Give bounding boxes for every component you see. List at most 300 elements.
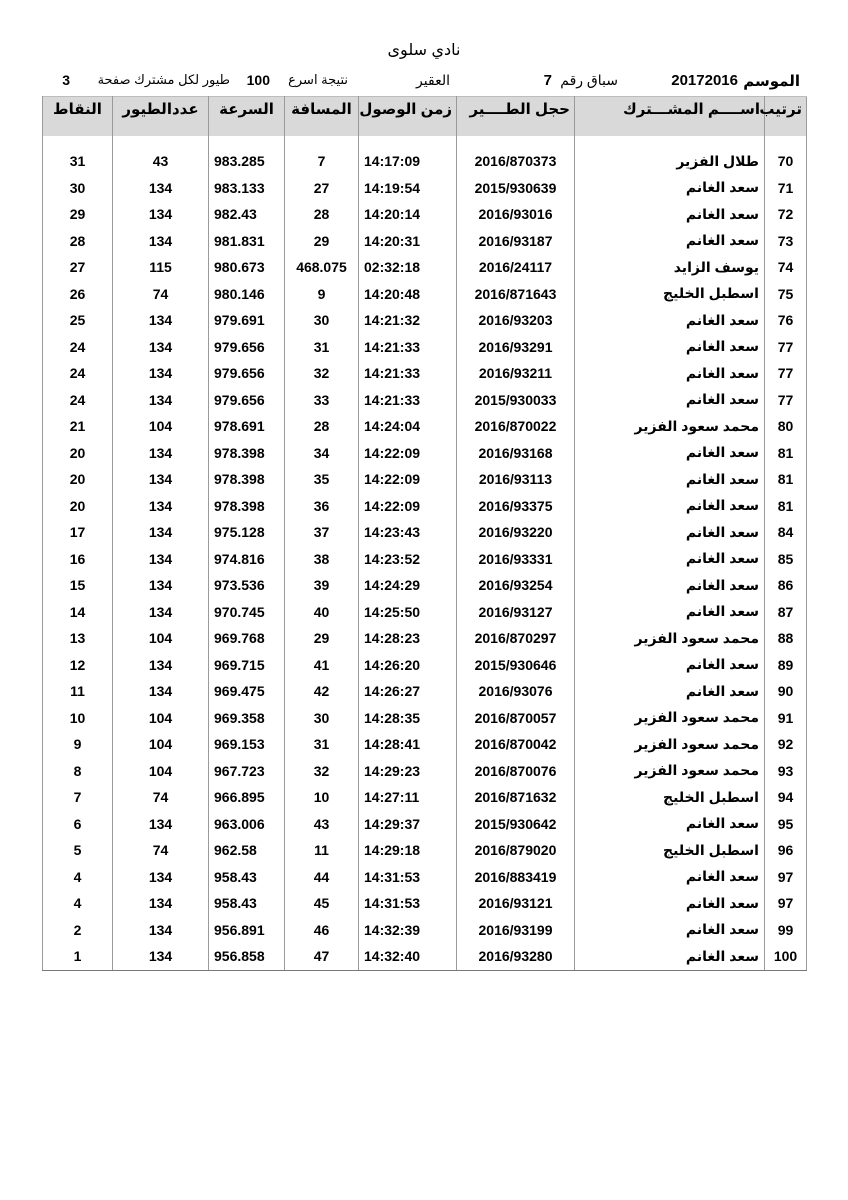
speed-cell: 978.691 (209, 413, 285, 440)
speed-cell: 969.358 (209, 705, 285, 732)
table-row (43, 360, 807, 387)
arrival-time-cell: 14:23:43 (359, 519, 457, 546)
speed-cell: 980.146 (209, 281, 285, 308)
table-row (43, 943, 807, 970)
ring-number-cell: 2016/870373 (457, 148, 575, 175)
table-row (43, 837, 807, 864)
ring-number-cell: 2016/93375 (457, 493, 575, 520)
arrival-time-cell: 14:17:09 (359, 148, 457, 175)
member-name-cell: سعد الغانم (575, 228, 765, 255)
speed-cell: 982.43 (209, 201, 285, 228)
bird-count-cell: 134 (113, 890, 209, 917)
speed-cell: 979.691 (209, 307, 285, 334)
table-row (43, 864, 807, 891)
points-cell: 26 (43, 281, 113, 308)
bird-count-cell: 134 (113, 599, 209, 626)
table-row (43, 334, 807, 361)
speed-cell: 979.656 (209, 387, 285, 414)
arrival-time-cell: 14:26:27 (359, 678, 457, 705)
rank-cell: 95 (765, 811, 807, 838)
column-header-time: زمن الوصول (359, 97, 457, 137)
member-name-cell: سعد الغانم (575, 493, 765, 520)
arrival-time-cell: 14:29:18 (359, 837, 457, 864)
page-number: 3 (62, 72, 70, 88)
arrival-time-cell: 14:22:09 (359, 440, 457, 467)
points-cell: 8 (43, 758, 113, 785)
points-cell: 6 (43, 811, 113, 838)
table-row (43, 652, 807, 679)
ring-number-cell: 2016/870057 (457, 705, 575, 732)
rank-cell: 90 (765, 678, 807, 705)
ring-number-cell: 2016/93211 (457, 360, 575, 387)
ring-number-cell: 2016/870297 (457, 625, 575, 652)
bird-count-cell: 134 (113, 440, 209, 467)
ring-number-cell: 2016/93127 (457, 599, 575, 626)
points-cell: 14 (43, 599, 113, 626)
column-header-birds: عددالطيور (113, 97, 209, 137)
rank-cell: 76 (765, 307, 807, 334)
ring-number-cell: 2016/93331 (457, 546, 575, 573)
rank-cell: 74 (765, 254, 807, 281)
table-row (43, 387, 807, 414)
ring-number-cell: 2016/93076 (457, 678, 575, 705)
points-cell: 31 (43, 148, 113, 175)
table-row (43, 201, 807, 228)
points-cell: 16 (43, 546, 113, 573)
member-name-cell: محمد سعود الفزير (575, 413, 765, 440)
speed-cell: 979.656 (209, 334, 285, 361)
speed-cell: 958.43 (209, 864, 285, 891)
arrival-time-cell: 14:22:09 (359, 466, 457, 493)
member-name-cell: سعد الغانم (575, 201, 765, 228)
arrival-time-cell: 14:29:23 (359, 758, 457, 785)
member-name-cell: سعد الغانم (575, 943, 765, 970)
points-cell: 29 (43, 201, 113, 228)
race-number-label: سباق رقم (560, 72, 618, 88)
member-name-cell: سعد الغانم (575, 334, 765, 361)
points-cell: 17 (43, 519, 113, 546)
birds-per-member-label: طيور لكل مشترك صفحة (97, 72, 230, 87)
rank-cell: 73 (765, 228, 807, 255)
speed-cell: 981.831 (209, 228, 285, 255)
ring-number-cell: 2016/870022 (457, 413, 575, 440)
points-cell: 7 (43, 784, 113, 811)
bird-count-cell: 134 (113, 546, 209, 573)
race-info-bar (40, 72, 808, 92)
arrival-time-cell: 14:19:54 (359, 175, 457, 202)
distance-cell: 41 (285, 652, 359, 679)
arrival-time-cell: 14:27:11 (359, 784, 457, 811)
speed-cell: 956.891 (209, 917, 285, 944)
speed-cell: 973.536 (209, 572, 285, 599)
ring-number-cell: 2016/879020 (457, 837, 575, 864)
distance-cell: 40 (285, 599, 359, 626)
member-name-cell: سعد الغانم (575, 572, 765, 599)
speed-cell: 958.43 (209, 890, 285, 917)
arrival-time-cell: 14:31:53 (359, 864, 457, 891)
table-row (43, 625, 807, 652)
arrival-time-cell: 14:20:14 (359, 201, 457, 228)
points-cell: 4 (43, 864, 113, 891)
rank-cell: 97 (765, 864, 807, 891)
ring-number-cell: 2016/870076 (457, 758, 575, 785)
table-row (43, 784, 807, 811)
member-name-cell: سعد الغانم (575, 678, 765, 705)
speed-cell: 963.006 (209, 811, 285, 838)
table-row (43, 731, 807, 758)
bird-count-cell: 43 (113, 148, 209, 175)
rank-cell: 93 (765, 758, 807, 785)
ring-number-cell: 2016/870042 (457, 731, 575, 758)
points-cell: 27 (43, 254, 113, 281)
rank-cell: 91 (765, 705, 807, 732)
bird-count-cell: 134 (113, 917, 209, 944)
distance-cell: 43 (285, 811, 359, 838)
points-cell: 28 (43, 228, 113, 255)
table-row (43, 307, 807, 334)
distance-cell: 29 (285, 228, 359, 255)
bird-count-cell: 104 (113, 625, 209, 652)
ring-number-cell: 2016/883419 (457, 864, 575, 891)
arrival-time-cell: 14:24:04 (359, 413, 457, 440)
rank-cell: 80 (765, 413, 807, 440)
bird-count-cell: 134 (113, 387, 209, 414)
speed-cell: 969.768 (209, 625, 285, 652)
rank-cell: 72 (765, 201, 807, 228)
speed-cell: 980.673 (209, 254, 285, 281)
arrival-time-cell: 02:32:18 (359, 254, 457, 281)
member-name-cell: محمد سعود الفزير (575, 731, 765, 758)
ring-number-cell: 2015/930639 (457, 175, 575, 202)
season-label: الموسم (743, 73, 800, 90)
table-row (43, 466, 807, 493)
speed-cell: 956.858 (209, 943, 285, 970)
member-name-cell: سعد الغانم (575, 599, 765, 626)
member-name-cell: يوسف الزايد (575, 254, 765, 281)
member-name-cell: محمد سعود الفزير (575, 625, 765, 652)
table-row (43, 546, 807, 573)
ring-number-cell: 2015/930642 (457, 811, 575, 838)
ring-number-cell: 2015/930646 (457, 652, 575, 679)
points-cell: 20 (43, 493, 113, 520)
bird-count-cell: 74 (113, 281, 209, 308)
rank-cell: 88 (765, 625, 807, 652)
distance-cell: 39 (285, 572, 359, 599)
distance-cell: 32 (285, 360, 359, 387)
ring-number-cell: 2016/93280 (457, 943, 575, 970)
speed-cell: 967.723 (209, 758, 285, 785)
distance-cell: 47 (285, 943, 359, 970)
bird-count-cell: 104 (113, 758, 209, 785)
points-cell: 25 (43, 307, 113, 334)
bird-count-cell: 74 (113, 784, 209, 811)
distance-cell: 44 (285, 864, 359, 891)
points-cell: 21 (43, 413, 113, 440)
speed-cell: 978.398 (209, 493, 285, 520)
points-cell: 5 (43, 837, 113, 864)
rank-cell: 87 (765, 599, 807, 626)
bird-count-cell: 134 (113, 334, 209, 361)
column-header-rank: ترتيب (765, 97, 807, 137)
arrival-time-cell: 14:28:35 (359, 705, 457, 732)
race-number: 7 (543, 72, 552, 89)
distance-cell: 38 (285, 546, 359, 573)
bird-count-cell: 115 (113, 254, 209, 281)
distance-cell: 7 (285, 148, 359, 175)
distance-cell: 34 (285, 440, 359, 467)
rank-cell: 77 (765, 334, 807, 361)
distance-cell: 28 (285, 201, 359, 228)
arrival-time-cell: 14:21:33 (359, 360, 457, 387)
points-cell: 9 (43, 731, 113, 758)
distance-cell: 35 (285, 466, 359, 493)
bird-count-cell: 134 (113, 493, 209, 520)
rank-cell: 84 (765, 519, 807, 546)
bird-count-cell: 134 (113, 572, 209, 599)
rank-cell: 81 (765, 493, 807, 520)
rank-cell: 81 (765, 466, 807, 493)
arrival-time-cell: 14:20:48 (359, 281, 457, 308)
season-value: 20172016 (671, 72, 738, 89)
distance-cell: 31 (285, 334, 359, 361)
distance-cell: 32 (285, 758, 359, 785)
rank-cell: 86 (765, 572, 807, 599)
arrival-time-cell: 14:21:33 (359, 387, 457, 414)
arrival-time-cell: 14:21:33 (359, 334, 457, 361)
arrival-time-cell: 14:28:41 (359, 731, 457, 758)
rank-cell: 77 (765, 387, 807, 414)
distance-cell: 37 (285, 519, 359, 546)
ring-number-cell: 2016/93220 (457, 519, 575, 546)
arrival-time-cell: 14:26:20 (359, 652, 457, 679)
table-row (43, 148, 807, 175)
ring-number-cell: 2016/93254 (457, 572, 575, 599)
table-row (43, 705, 807, 732)
member-name-cell: محمد سعود الفزير (575, 758, 765, 785)
column-header-points: النقاط (43, 97, 113, 137)
member-name-cell: اسطبل الخليج (575, 837, 765, 864)
result-label: نتيجة اسرع (288, 72, 348, 87)
member-name-cell: سعد الغانم (575, 546, 765, 573)
speed-cell: 974.816 (209, 546, 285, 573)
rank-cell: 94 (765, 784, 807, 811)
results-table (42, 96, 807, 971)
table-row (43, 758, 807, 785)
table-row (43, 254, 807, 281)
table-row (43, 493, 807, 520)
arrival-time-cell: 14:22:09 (359, 493, 457, 520)
distance-cell: 11 (285, 837, 359, 864)
arrival-time-cell: 14:32:40 (359, 943, 457, 970)
arrival-time-cell: 14:32:39 (359, 917, 457, 944)
bird-count-cell: 134 (113, 307, 209, 334)
speed-cell: 969.153 (209, 731, 285, 758)
points-cell: 13 (43, 625, 113, 652)
distance-cell: 36 (285, 493, 359, 520)
race-location: العقير (416, 72, 450, 88)
bird-count-cell: 74 (113, 837, 209, 864)
bird-count-cell: 134 (113, 678, 209, 705)
rank-cell: 92 (765, 731, 807, 758)
ring-number-cell: 2016/871643 (457, 281, 575, 308)
arrival-time-cell: 14:24:29 (359, 572, 457, 599)
points-cell: 12 (43, 652, 113, 679)
speed-cell: 978.398 (209, 466, 285, 493)
member-name-cell: سعد الغانم (575, 917, 765, 944)
arrival-time-cell: 14:28:23 (359, 625, 457, 652)
speed-cell: 975.128 (209, 519, 285, 546)
member-name-cell: سعد الغانم (575, 652, 765, 679)
ring-number-cell: 2015/930033 (457, 387, 575, 414)
bird-count-cell: 104 (113, 731, 209, 758)
arrival-time-cell: 14:23:52 (359, 546, 457, 573)
rank-cell: 77 (765, 360, 807, 387)
table-spacer-row (43, 136, 807, 148)
table-header-row (43, 97, 807, 137)
bird-count-cell: 134 (113, 175, 209, 202)
arrival-time-cell: 14:20:31 (359, 228, 457, 255)
ring-number-cell: 2016/93016 (457, 201, 575, 228)
points-cell: 1 (43, 943, 113, 970)
ring-number-cell: 2016/93291 (457, 334, 575, 361)
member-name-cell: سعد الغانم (575, 466, 765, 493)
column-header-speed: السرعة (209, 97, 285, 137)
bird-count-cell: 134 (113, 360, 209, 387)
distance-cell: 10 (285, 784, 359, 811)
points-cell: 10 (43, 705, 113, 732)
bird-count-cell: 104 (113, 705, 209, 732)
points-cell: 24 (43, 387, 113, 414)
bird-count-cell: 134 (113, 811, 209, 838)
table-row (43, 440, 807, 467)
speed-cell: 970.745 (209, 599, 285, 626)
member-name-cell: طلال الفزير (575, 148, 765, 175)
speed-cell: 979.656 (209, 360, 285, 387)
distance-cell: 46 (285, 917, 359, 944)
points-cell: 15 (43, 572, 113, 599)
bird-count-cell: 134 (113, 864, 209, 891)
member-name-cell: سعد الغانم (575, 811, 765, 838)
bird-count-cell: 104 (113, 413, 209, 440)
distance-cell: 29 (285, 625, 359, 652)
speed-cell: 966.895 (209, 784, 285, 811)
table-row (43, 811, 807, 838)
rank-cell: 99 (765, 917, 807, 944)
ring-number-cell: 2016/93187 (457, 228, 575, 255)
member-name-cell: اسطبل الخليج (575, 281, 765, 308)
result-count: 100 (246, 72, 270, 88)
member-name-cell: سعد الغانم (575, 387, 765, 414)
club-title: نادي سلوى (387, 42, 461, 59)
distance-cell: 27 (285, 175, 359, 202)
rank-cell: 85 (765, 546, 807, 573)
speed-cell: 969.715 (209, 652, 285, 679)
speed-cell: 978.398 (209, 440, 285, 467)
ring-number-cell: 2016/93113 (457, 466, 575, 493)
bird-count-cell: 134 (113, 466, 209, 493)
rank-cell: 89 (765, 652, 807, 679)
member-name-cell: سعد الغانم (575, 307, 765, 334)
table-row (43, 281, 807, 308)
table-row (43, 599, 807, 626)
rank-cell: 96 (765, 837, 807, 864)
member-name-cell: سعد الغانم (575, 175, 765, 202)
speed-cell: 983.285 (209, 148, 285, 175)
points-cell: 20 (43, 466, 113, 493)
table-row (43, 228, 807, 255)
distance-cell: 33 (285, 387, 359, 414)
table-row (43, 413, 807, 440)
member-name-cell: سعد الغانم (575, 890, 765, 917)
ring-number-cell: 2016/93203 (457, 307, 575, 334)
arrival-time-cell: 14:25:50 (359, 599, 457, 626)
table-row (43, 917, 807, 944)
points-cell: 2 (43, 917, 113, 944)
points-cell: 11 (43, 678, 113, 705)
rank-cell: 70 (765, 148, 807, 175)
bird-count-cell: 134 (113, 943, 209, 970)
ring-number-cell: 2016/93168 (457, 440, 575, 467)
member-name-cell: سعد الغانم (575, 360, 765, 387)
column-header-name: اســــم المشـــترك (575, 97, 765, 137)
bird-count-cell: 134 (113, 228, 209, 255)
points-cell: 30 (43, 175, 113, 202)
column-header-distance: المسافة (285, 97, 359, 137)
distance-cell: 9 (285, 281, 359, 308)
bird-count-cell: 134 (113, 201, 209, 228)
distance-cell: 30 (285, 307, 359, 334)
member-name-cell: سعد الغانم (575, 864, 765, 891)
bird-count-cell: 134 (113, 652, 209, 679)
speed-cell: 969.475 (209, 678, 285, 705)
table-row (43, 175, 807, 202)
distance-cell: 31 (285, 731, 359, 758)
member-name-cell: محمد سعود الفزير (575, 705, 765, 732)
speed-cell: 962.58 (209, 837, 285, 864)
ring-number-cell: 2016/93199 (457, 917, 575, 944)
table-row (43, 519, 807, 546)
speed-cell: 983.133 (209, 175, 285, 202)
distance-cell: 30 (285, 705, 359, 732)
table-row (43, 572, 807, 599)
member-name-cell: اسطبل الخليج (575, 784, 765, 811)
points-cell: 4 (43, 890, 113, 917)
distance-cell: 28 (285, 413, 359, 440)
points-cell: 20 (43, 440, 113, 467)
distance-cell: 468.075 (285, 254, 359, 281)
rank-cell: 71 (765, 175, 807, 202)
arrival-time-cell: 14:29:37 (359, 811, 457, 838)
rank-cell: 75 (765, 281, 807, 308)
rank-cell: 81 (765, 440, 807, 467)
distance-cell: 45 (285, 890, 359, 917)
arrival-time-cell: 14:21:32 (359, 307, 457, 334)
table-row (43, 678, 807, 705)
points-cell: 24 (43, 334, 113, 361)
arrival-time-cell: 14:31:53 (359, 890, 457, 917)
rank-cell: 100 (765, 943, 807, 970)
table-row (43, 890, 807, 917)
member-name-cell: سعد الغانم (575, 519, 765, 546)
rank-cell: 97 (765, 890, 807, 917)
ring-number-cell: 2016/871632 (457, 784, 575, 811)
bird-count-cell: 134 (113, 519, 209, 546)
column-header-ring: حجل الطــــير (457, 97, 575, 137)
ring-number-cell: 2016/24117 (457, 254, 575, 281)
member-name-cell: سعد الغانم (575, 440, 765, 467)
ring-number-cell: 2016/93121 (457, 890, 575, 917)
points-cell: 24 (43, 360, 113, 387)
